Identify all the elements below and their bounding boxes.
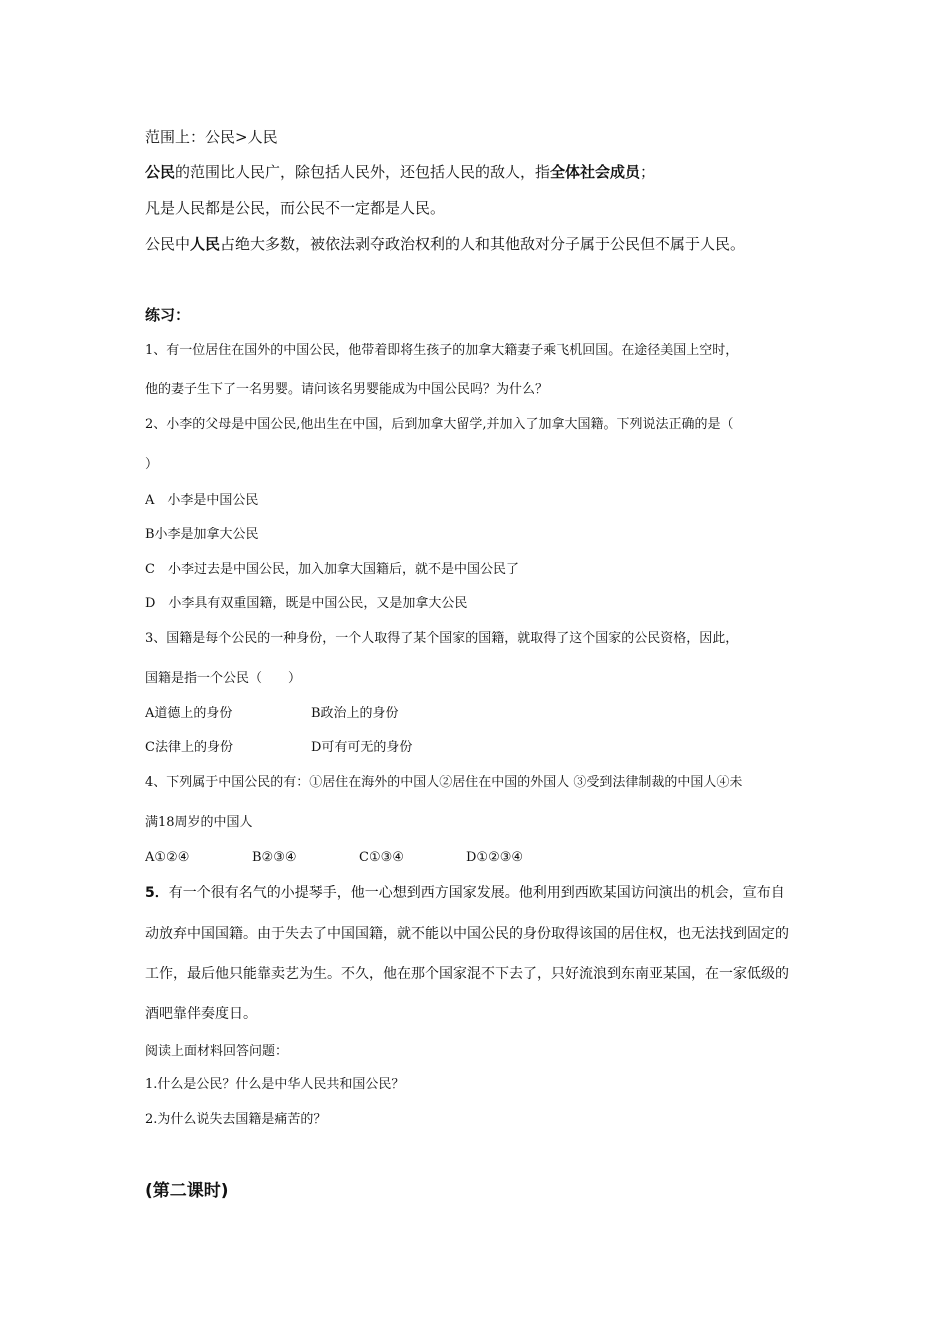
scope-line-4: 公民中人民占绝大多数，被依法剥夺政治权利的人和其他敌对分子属于公民但不属于人民。 xyxy=(145,235,746,253)
question-2-line-2: ） xyxy=(145,457,159,472)
question-3-option-d: D可有可无的身份 xyxy=(311,740,413,755)
question-1-line-2: 他的妻子生下了一名男婴。请问该名男婴能成为中国公民吗？为什么？ xyxy=(145,382,549,397)
question-2-option-d: D 小李具有双重国籍，既是中国公民，又是加拿大公民 xyxy=(145,596,468,611)
scope-line-2: 公民的范围比人民广，除包括人民外，还包括人民的敌人，指全体社会成员； xyxy=(145,163,656,181)
question-3-line-2: 国籍是指一个公民（ ） xyxy=(145,671,302,686)
question-5-line-2: 动放弃中国国籍。由于失去了中国国籍，就不能以中国公民的身份取得该国的居住权，也无法找到固定的 xyxy=(145,926,789,942)
question-4-line-1: 4、下列属于中国公民的有：①居住在海外的中国人②居住在中国的外国人 ③受到法律制裁的中国人④未 xyxy=(145,775,743,790)
bold-term-all-members: 全体社会成员 xyxy=(550,163,641,181)
question-3-option-b: B政治上的身份 xyxy=(311,706,399,721)
question-2-option-c: C 小李过去是中国公民，加入加拿大国籍后，就不是中国公民了 xyxy=(145,562,519,577)
question-4-option-a: A①②④ xyxy=(145,850,190,865)
question-3-option-a: A道德上的身份 xyxy=(145,706,233,721)
question-2-line-1: 2、小李的父母是中国公民,他出生在中国，后到加拿大留学,并加入了加拿大国籍。下列说法正确的是（ xyxy=(145,417,734,432)
question-1-line-1: 1、有一位居住在国外的中国公民，他带着即将生孩子的加拿大籍妻子乘飞机回国。在途径美国上空时， xyxy=(145,343,739,358)
question-3-line-1: 3、国籍是每个公民的一种身份，一个人取得了某个国家的国籍，就取得了这个国家的公民资格，因此， xyxy=(145,631,739,646)
bold-term-people: 人民 xyxy=(190,235,221,253)
question-5-line-1: 5．有一个很有名气的小提琴手，他一心想到西方国家发展。他利用到西欧某国访问演出的机会，宣布自 xyxy=(145,885,785,901)
question-3-option-c: C法律上的身份 xyxy=(145,740,233,755)
bold-term-citizen: 公民 xyxy=(145,163,176,181)
question-3-options-row-1 xyxy=(145,706,815,722)
question-5-prompt: 阅读上面材料回答问题： xyxy=(145,1044,289,1059)
practice-heading: 练习： xyxy=(145,306,191,324)
scope-line-1: 范围上：公民>人民 xyxy=(145,128,278,146)
question-2-option-a: A 小李是中国公民 xyxy=(145,493,259,508)
question-4-line-2: 满18周岁的中国人 xyxy=(145,815,253,830)
question-5-line-3: 工作，最后他只能靠卖艺为生。不久，他在那个国家混不下去了，只好流浪到东南亚某国，在一家低级的 xyxy=(145,966,789,982)
section-heading-second-lesson: (第二课时) xyxy=(145,1181,229,1201)
question-5-sub-1: 1.什么是公民？什么是中华人民共和国公民？ xyxy=(145,1077,405,1092)
scope-line-3: 凡是人民都是公民，而公民不一定都是人民。 xyxy=(145,199,446,217)
question-5-sub-2: 2.为什么说失去国籍是痛苦的？ xyxy=(145,1112,327,1127)
question-5-number: 5． xyxy=(145,885,169,901)
question-4-option-c: C①③④ xyxy=(359,850,404,865)
question-3-options-row-2 xyxy=(145,740,815,756)
question-5-line-4: 酒吧靠伴奏度日。 xyxy=(145,1006,257,1022)
question-4-option-d: D①②③④ xyxy=(466,850,524,865)
question-4-options xyxy=(145,850,815,866)
question-4-option-b: B②③④ xyxy=(252,850,297,865)
question-2-option-b: B小李是加拿大公民 xyxy=(145,527,259,542)
